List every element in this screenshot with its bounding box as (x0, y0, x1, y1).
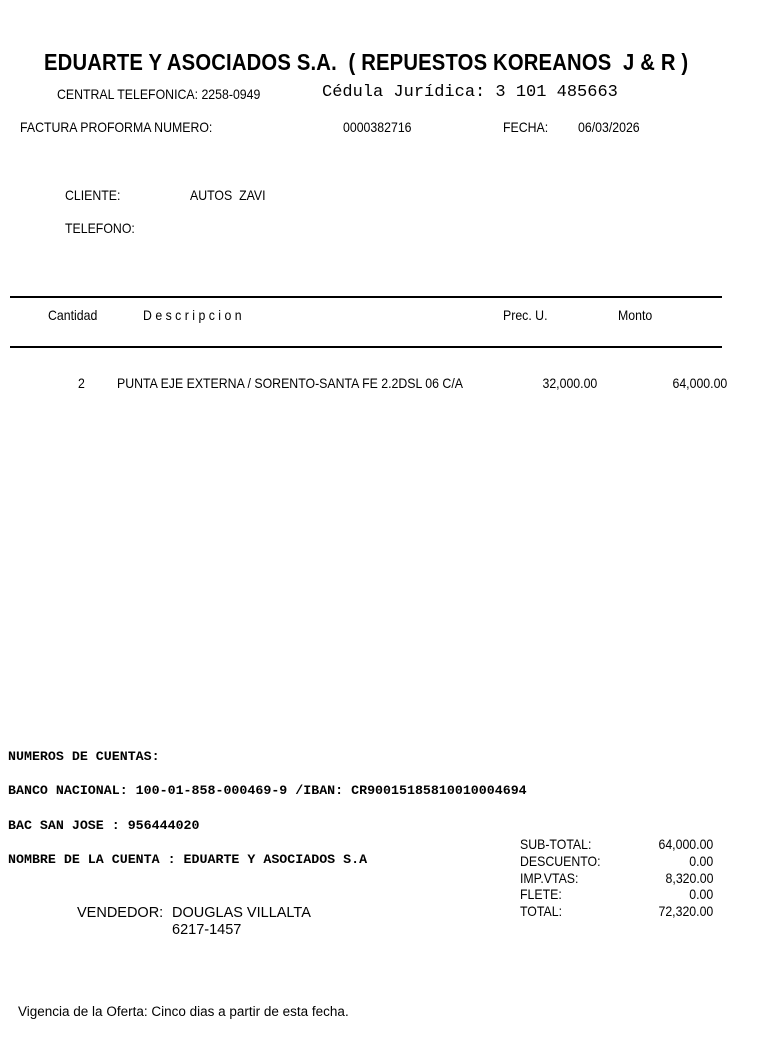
table-header-rule (10, 346, 722, 348)
subtotal-value: 64,000.00 (658, 836, 713, 852)
flete-value: 0.00 (689, 886, 713, 902)
central-telefonica: CENTRAL TELEFONICA: 2258-0949 (57, 86, 261, 102)
date-value: 06/03/2026 (578, 119, 640, 135)
offer-validity-note: Vigencia de la Oferta: Cinco dias a partir de esta fecha. (18, 1004, 349, 1019)
item-description: PUNTA EJE EXTERNA / SORENTO-SANTA FE 2.2DSL 06 C/A (117, 375, 463, 391)
subtotal-label: SUB-TOTAL: (520, 836, 592, 852)
account-holder-name: NOMBRE DE LA CUENTA : EDUARTE Y ASOCIADOS S.A (8, 852, 368, 867)
item-unit-price: 32,000.00 (542, 375, 597, 391)
total-value: 72,320.00 (658, 903, 713, 919)
date-label: FECHA: (503, 119, 549, 135)
column-header-prec-u: Prec. U. (503, 307, 548, 323)
flete-row (520, 886, 713, 902)
column-header-descripcion: D e s c r i p c i o n (143, 307, 242, 323)
company-title: EDUARTE Y ASOCIADOS S.A. ( REPUESTOS KOREANOS J & R ) (44, 49, 689, 75)
table-top-rule (10, 296, 722, 298)
invoice-number-label: FACTURA PROFORMA NUMERO: (20, 119, 213, 135)
imp-vtas-label: IMP.VTAS: (520, 870, 579, 886)
subtotal-row (520, 836, 713, 852)
column-header-monto: Monto (618, 307, 653, 323)
item-quantity: 2 (78, 375, 85, 391)
total-row (520, 903, 713, 919)
invoice-number-value: 0000382716 (343, 119, 412, 135)
client-label: CLIENTE: (65, 187, 121, 203)
bac-san-jose-account: BAC SAN JOSE : 956444020 (8, 818, 200, 833)
cedula-juridica: Cédula Jurídica: 3 101 485663 (322, 83, 618, 102)
flete-label: FLETE: (520, 886, 562, 902)
column-header-cantidad: Cantidad (48, 307, 98, 323)
descuento-row (520, 853, 713, 869)
vendor-label: VENDEDOR: (77, 905, 164, 921)
total-label: TOTAL: (520, 903, 562, 919)
descuento-value: 0.00 (689, 853, 713, 869)
banco-nacional-account: BANCO NACIONAL: 100-01-858-000469-9 /IBAN: CR90015185810010004694 (8, 783, 527, 798)
client-name: AUTOS ZAVI (190, 187, 266, 203)
vendor-name: DOUGLAS VILLALTA (172, 905, 311, 921)
imp-vtas-row (520, 870, 713, 886)
client-phone-label: TELEFONO: (65, 220, 135, 236)
descuento-label: DESCUENTO: (520, 853, 601, 869)
vendor-phone: 6217-1457 (172, 922, 242, 938)
item-amount: 64,000.00 (672, 375, 727, 391)
accounts-section-title: NUMEROS DE CUENTAS: (8, 749, 160, 764)
imp-vtas-value: 8,320.00 (665, 870, 713, 886)
